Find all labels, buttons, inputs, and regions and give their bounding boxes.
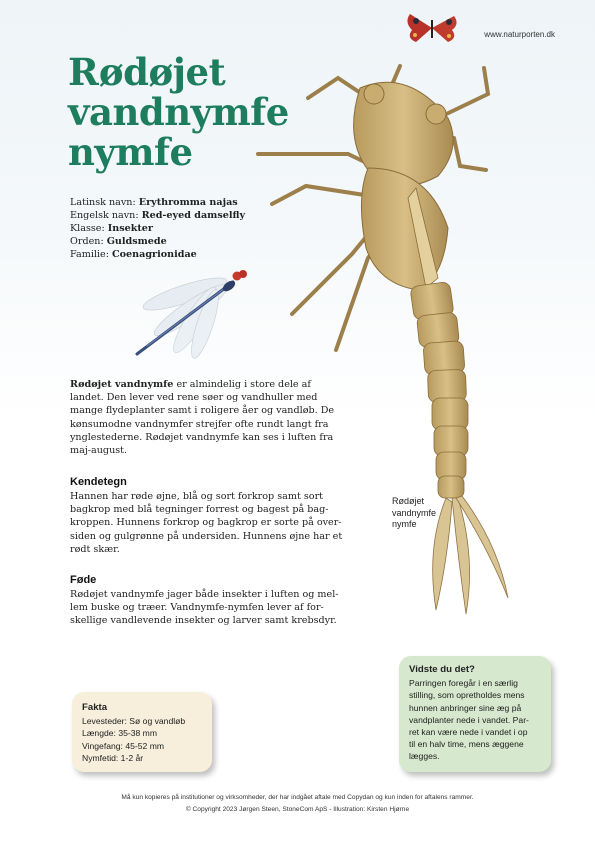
info-label: Klasse: — [70, 223, 108, 234]
text-line: maj-august. — [70, 445, 128, 457]
text-line: kroppen. Hunnens forkrop og bagkrop er sorte på over- — [70, 517, 342, 529]
caption-line: vandnymfe — [392, 507, 437, 518]
did-you-know-box — [399, 656, 551, 772]
info-label: Engelsk navn: — [70, 210, 142, 221]
fakta-line: Levesteder: Sø og vandløb — [82, 716, 186, 727]
butterfly-illustration — [402, 8, 462, 48]
footer-credits: © Copyright 2023 Jørgen Steen, StoneCom ApS - Illustration: Kirsten Hjørne — [185, 806, 410, 813]
intro-paragraph — [70, 378, 360, 457]
nymph-caption — [392, 496, 462, 531]
fode-paragraph — [70, 588, 360, 628]
text-line: ynglestederne. Rødøjet vandnymfe kan ses i luften fra — [70, 431, 334, 443]
fakta-box — [72, 692, 212, 772]
text-line: mange flydeplanter samt i roligere åer og vandløb. De — [70, 405, 335, 417]
info-label: Orden: — [70, 236, 107, 247]
text-line: landet. Den lever ved rene søer og vandhuller med — [70, 392, 318, 404]
caption-line: Rødøjet — [392, 496, 425, 506]
intro-bold: Rødøjet vandnymfe — [70, 379, 174, 390]
website-url: www.naturporten.dk — [484, 30, 555, 39]
text-line — [70, 378, 360, 391]
did-you-know-line: hunnen anbringer sine æg på — [409, 702, 522, 713]
intro-text: er almindelig i store dele af — [173, 379, 311, 390]
fakta-line: Vingefang: 45-52 mm — [82, 740, 165, 751]
title-line: Rødøjet — [68, 50, 226, 94]
caption-line: nymfe — [392, 519, 417, 529]
did-you-know-line: vandplanter nede i vandet. Par- — [409, 714, 529, 725]
info-value: Insekter — [107, 223, 153, 234]
section-heading-fode: Føde — [70, 574, 97, 586]
info-value: Erythromma najas — [138, 197, 238, 208]
fakta-line: Længde: 35-38 mm — [82, 728, 157, 739]
text-line: Rødøjet vandnymfe jager både insekter i luften og mel- — [70, 589, 339, 600]
did-you-know-line: Parringen foregår i en særlig — [409, 678, 518, 689]
text-line: siden og gulgrønne på undersiden. Hunnens øjne har et — [70, 530, 343, 542]
fakta-title: Fakta — [82, 702, 108, 713]
text-line: bagkrop med blå tegninger forrest og bagest på bag- — [70, 504, 329, 516]
section-heading-kendetegn: Kendetegn — [70, 476, 127, 488]
info-value: Guldsmede — [106, 236, 167, 247]
text-line: lem buske og træer. Vandnymfe-nymfen lever af for- — [70, 602, 324, 614]
did-you-know-line: ret kan være nede i vandet i op — [409, 727, 528, 738]
did-you-know-title: Vidste du det? — [409, 664, 475, 675]
damselfly-illustration — [125, 262, 255, 372]
info-value: Red-eyed damselfly — [141, 210, 246, 221]
text-line: Hannen har røde øjne, blå og sort forkrop samt sort — [70, 491, 324, 502]
text-line: kønsumodne vandnymfer strejfer ofte rundt langt fra — [70, 418, 329, 430]
fakta-line: Nymfetid: 1-2 år — [82, 752, 144, 763]
title-line: vandnymfe — [68, 90, 289, 134]
did-you-know-line: stilling, som opretholdes mens — [409, 690, 525, 701]
title-line: nymfe — [68, 130, 193, 174]
text-line: skellige vandlevende insekter og larver samt krebsdyr. — [70, 615, 337, 627]
info-label: Latinsk navn: — [70, 197, 139, 208]
did-you-know-line: til en halv time, mens æggene — [409, 739, 524, 750]
kendetegn-paragraph — [70, 490, 360, 556]
text-line: rødt skær. — [70, 543, 120, 555]
info-label: Familie: — [70, 249, 112, 260]
info-value: Coenagrionidae — [112, 249, 197, 260]
footer-copyright-notice: Må kun kopieres på institutioner og virksomheder, der har indgået aftale med Copydan og kun inden for aftalens rammer. — [121, 794, 474, 801]
did-you-know-line: lægges. — [409, 751, 440, 762]
